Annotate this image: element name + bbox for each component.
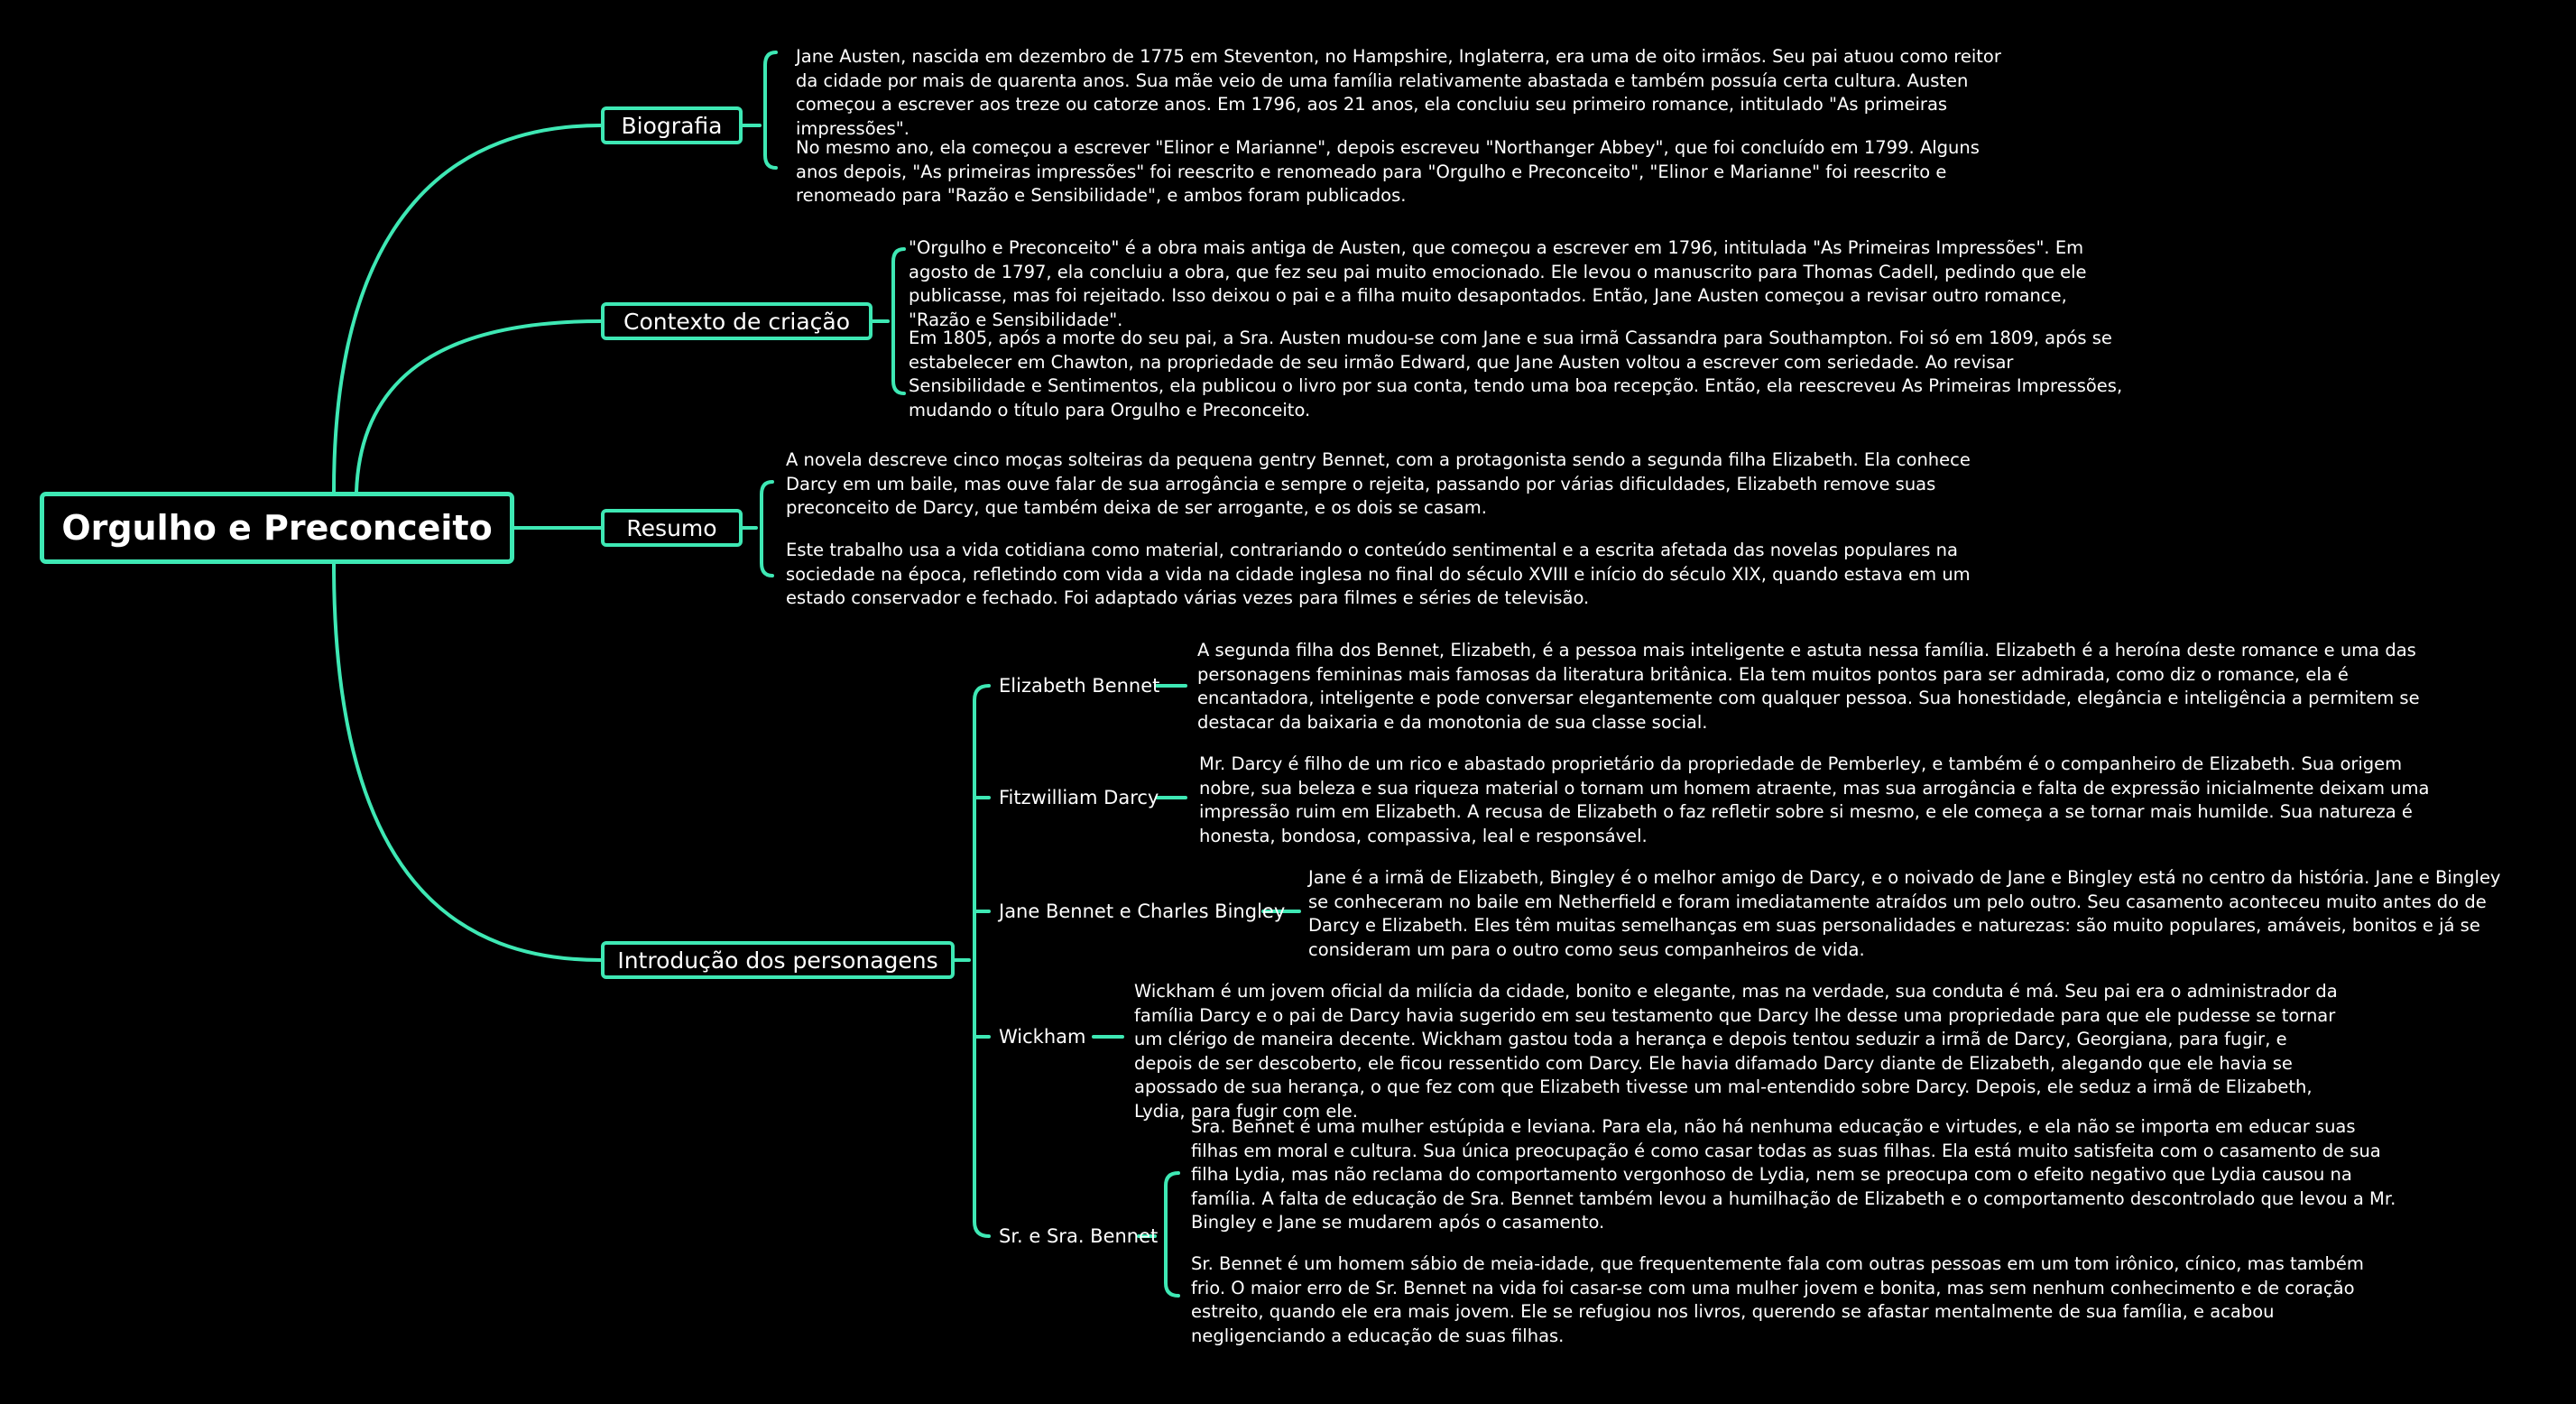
biografia-paragraph-2: No mesmo ano, ela começou a escrever "Elinor e Marianne", depois escreveu "Northanger Abbey", que foi concluído em 1799. Alguns anos depois, "As primeiras impressões" foi reescrito e renomeado para "Orgulho e Preconceito", "Elinor e Marianne" foi reescrito e renomeado para "Razão e Sensibilidade", e ambos foram publicados.	[796, 137, 1980, 206]
bracket-contexto	[873, 249, 904, 393]
contexto-paragraph-2: Em 1805, após a morte do seu pai, a Sra. Austen mudou-se com Jane e sua irmã Cassandra para Southampton. Foi só em 1809, após se estabelecer em Chawton, na propriedade de seu irmão Edward, que Jane Austen voltou a escrever com seriedade. Ao revisar Sensibilidade e Sentimentos, ela publicou o livro por sua conta, tendo uma boa recepção. Então, ela reescreveu As Primeiras Impressões, mudando o título para Orgulho e Preconceito.	[909, 328, 2123, 420]
link-root-biografia	[334, 125, 601, 492]
link-personagens-items	[974, 798, 989, 1037]
link-root-personagens	[334, 564, 601, 960]
root-node[interactable]	[40, 492, 514, 564]
branch-biografia[interactable]	[601, 106, 743, 144]
contexto-paragraph-1: "Orgulho e Preconceito" é a obra mais antiga de Austen, que começou a escrever em 1796, intitulada "As Primeiras Impressões". Em agosto de 1797, ela concluiu a obra, que fez seu pai muito emocionado. Ele levou o manuscrito para Thomas Cadell, pedindo que ele publicasse, mas foi rejeitado. Isso deixou o pai e a filha muito desapontados. Então, Jane Austen começou a revisar outro romance, "Razão e Sensibilidade".	[909, 237, 2087, 330]
character-wickham[interactable]: Wickham	[999, 1026, 1086, 1048]
wickham-description: Wickham é um jovem oficial da milícia da cidade, bonito e elegante, mas na verdade, sua conduta é má. Seu pai era o administrador da família Darcy e o pai de Darcy havia sugerido em seu testamento que Darcy lhe desse uma propriedade para que ele pudesse se tornar um clérigo de maneira decente. Wickham gastou toda a herança e depois tentou seduzir a irmã de Darcy, Georgiana, para fugir, e depois de ser descoberto, ele ficou ressentido com Darcy. Ele havia difamado Darcy diante de Elizabeth, alegando que ele havia se apossado de sua herança, o que fez com que Elizabeth tivesse um mal-entendido sobre Darcy. Depois, ele seduz a irmã de Elizabeth, Lydia, para fugir com ele.	[1134, 981, 2338, 1122]
branch-contexto-label: Contexto de criação	[623, 308, 851, 335]
branch-contexto[interactable]	[601, 302, 873, 340]
character-sr-sra-bennet[interactable]: Sr. e Sra. Bennet	[999, 1225, 1159, 1247]
elizabeth-description: A segunda filha dos Bennet, Elizabeth, é a pessoa mais inteligente e astuta nessa família. Elizabeth é a heroína deste romance e uma das personagens femininas mais famosas da literatura britânica. Ela tem muitos pontos para ser admirada, como diz o romance, ela é encantadora, inteligente e pode conversar elegantemente com qualquer pessoa. Sua honestidade, elegância e inteligência a permitem se destacar da baixaria e da monotonia de sua classe social.	[1197, 640, 2420, 733]
resumo-paragraph-2: Este trabalho usa a vida cotidiana como material, contrariando o conteúdo sentimental e a escrita afetada das novelas populares na sociedade na época, refletindo com vida a vida na cidade inglesa no final do século XVIII e início do século XIX, quando estava em um estado conservador e fechado. Foi adaptado várias vezes para filmes e séries de televisão.	[786, 540, 1971, 608]
character-elizabeth-bennet[interactable]: Elizabeth Bennet	[999, 675, 1160, 697]
bracket-personagens	[955, 686, 989, 1236]
character-jane-bingley[interactable]: Jane Bennet e Charles Bingley	[999, 901, 1286, 922]
branch-personagens-label: Introdução dos personagens	[617, 947, 938, 974]
branch-personagens[interactable]	[601, 941, 955, 979]
branch-resumo-label: Resumo	[626, 514, 717, 541]
branch-biografia-label: Biografia	[621, 112, 723, 139]
root-label: Orgulho e Preconceito	[61, 508, 493, 548]
jane-bingley-description: Jane é a irmã de Elizabeth, Bingley é o melhor amigo de Darcy, e o noivado de Jane e Bingley está no centro da história. Jane e Bingley se conheceram no baile em Netherfield e foram imediatamente atraídos um pelo outro. Seu casamento aconteceu muito antes do de Darcy e Elizabeth. Eles têm muitas semelhanças em suas personalidades e naturezas: são muito populares, amáveis, bonitos e já se consideram um para o outro como seus companheiros de vida.	[1308, 867, 2501, 960]
darcy-description: Mr. Darcy é filho de um rico e abastado proprietário da propriedade de Pemberley, e também é o companheiro de Elizabeth. Sua origem nobre, sua beleza e sua riqueza material o tornam um homem atraente, mas sua arrogância e falta de expressão inicialmente deixam uma impressão ruim em Elizabeth. A recusa de Elizabeth o faz refletir sobre si mesmo, e ele começa a se tornar mais humilde. Sua natureza é honesta, bondosa, compassiva, leal e responsável.	[1199, 753, 2430, 846]
resumo-paragraph-1: A novela descreve cinco moças solteiras da pequena gentry Bennet, com a protagonista sendo a segunda filha Elizabeth. Ela conhece Darcy em um baile, mas ouve falar de sua arrogância e sempre o rejeita, passando por várias dificuldades, Elizabeth remove suas preconceito de Darcy, que também deixa de ser arrogante, e os dois se casam.	[786, 449, 1971, 518]
sr-bennet-description: Sr. Bennet é um homem sábio de meia-idade, que frequentemente fala com outras pessoas em um tom irônico, cínico, mas também frio. O maior erro de Sr. Bennet na vida foi casar-se com uma mulher jovem e bonita, mas sem nenhum conhecimento e de coração estreito, quando ele era mais jovem. Ele se refugiou nos livros, querendo se afastar mentalmente de sua família, e acabou negligenciando a educação de suas filhas.	[1191, 1253, 2364, 1346]
sra-bennet-description: Sra. Bennet é uma mulher estúpida e leviana. Para ela, não há nenhuma educação e virtudes, e ela não se importa em educar suas filhas em moral e cultura. Sua única preocupação é como casar todas as suas filhas. Ela está muito satisfeita com o casamento de sua filha Lydia, mas não reclama do comportamento vergonhoso de Lydia, nem se preocupa com o efeito negativo que Lydia causou na família. A falta de educação de Sra. Bennet também levou a humilhação de Elizabeth e o comportamento descontrolado que levou a Mr. Bingley e Jane se mudarem após o casamento.	[1191, 1116, 2396, 1233]
bracket-biografia	[743, 52, 776, 168]
biografia-paragraph-1: Jane Austen, nascida em dezembro de 1775 em Steventon, no Hampshire, Inglaterra, era uma de oito irmãos. Seu pai atuou como reitor da cidade por mais de quarenta anos. Sua mãe veio de uma família relativamente abastada e também possuía certa cultura. Austen começou a escrever aos treze ou catorze anos. Em 1796, aos 21 anos, ela concluiu seu primeiro romance, intitulado "As primeiras impressões".	[796, 46, 2001, 139]
branch-resumo[interactable]	[601, 509, 743, 547]
link-root-contexto	[356, 321, 601, 492]
bracket-resumo	[743, 482, 772, 576]
character-fitzwilliam-darcy[interactable]: Fitzwilliam Darcy	[999, 787, 1159, 808]
